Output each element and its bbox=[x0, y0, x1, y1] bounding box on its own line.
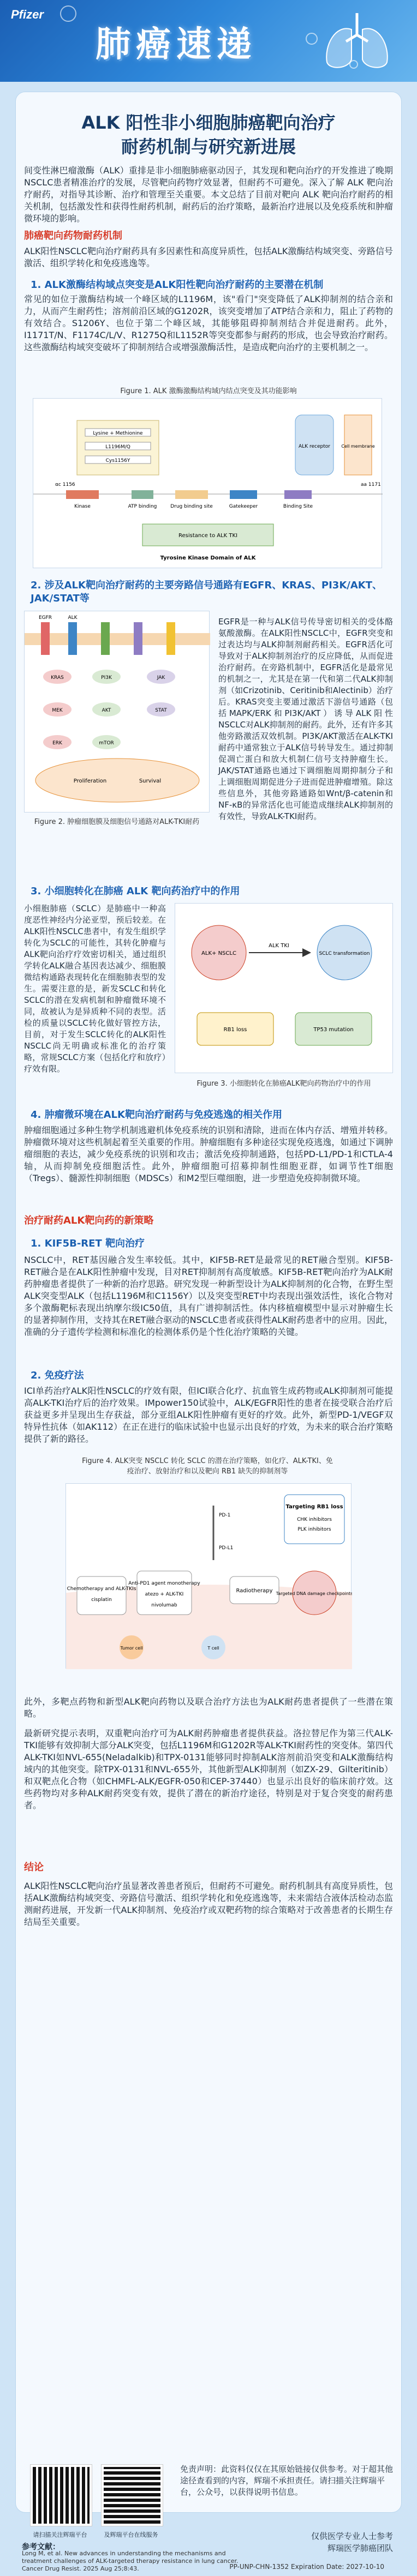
fig4-label: PD-L1 bbox=[219, 1545, 234, 1551]
fig4-label: Targeted DNA damage checkpoints bbox=[276, 1591, 352, 1596]
fig2-label: ALK bbox=[68, 615, 78, 621]
fig1-label: αc 1156 bbox=[55, 482, 75, 487]
qr-code-1[interactable] bbox=[31, 2465, 92, 2526]
s2-subsection-2-text2: 此外，多靶点药物和新型ALK靶向药物以及联合治疗方法也为ALK耐药患者提供了一些潜在策略。 bbox=[24, 1696, 393, 1719]
fig4-label: Chemotherapy and ALK-TKIs bbox=[67, 1586, 136, 1592]
subsection-4-title: 4. 肿瘤微环境在ALK靶向治疗耐药与免疫逃逸的相关作用 bbox=[31, 1109, 282, 1121]
qr-code-2[interactable] bbox=[102, 2465, 163, 2526]
figure-3 bbox=[175, 903, 393, 1073]
fig2-label: MEK bbox=[52, 708, 63, 713]
fig4-label: CHK inhibitors bbox=[297, 1517, 332, 1522]
fig2-label: mTOR bbox=[99, 741, 114, 746]
decor-bubble bbox=[60, 5, 76, 22]
fig4-label: PLK inhibitors bbox=[297, 1527, 331, 1532]
header-banner bbox=[0, 0, 417, 82]
reference-title: 参考文献： bbox=[22, 2543, 60, 2551]
fig3-label: SCLC transformation bbox=[319, 951, 370, 956]
fig4-label: PD-1 bbox=[219, 1513, 231, 1518]
fig4-label: Radiotherapy bbox=[236, 1588, 273, 1594]
fig3-label: TP53 mutation bbox=[313, 1027, 354, 1033]
fig1-label: ALK receptor bbox=[299, 444, 330, 449]
figure-1-caption: Figure 1. ALK 激酶激酶结构域内结点突变及其功能影响 bbox=[120, 387, 297, 395]
decor-bubble bbox=[306, 33, 318, 45]
disclaimer-text: 免责声明：此资料仅仅在其原始链接仅供参考。对于超其他途径查看到的内容，辉瑞不承担责任。请扫描关注辉瑞平台，公众号，以获得说明书信息。 bbox=[180, 2464, 394, 2497]
fig2-label: PI3K bbox=[101, 675, 112, 681]
fig3-label: RB1 loss bbox=[223, 1027, 247, 1033]
fig1-label: Drug binding site bbox=[170, 504, 213, 509]
section1-intro: ALK阳性NSCLC靶向治疗耐药具有多因素性和高度异质性，包括ALK激酶结构域突变、旁路信号激活、组织学转化和免疫逃逸等。 bbox=[24, 246, 393, 268]
s2-subsection-2-title: 2. 免疫疗法 bbox=[31, 1370, 84, 1381]
fig2-label: Proliferation bbox=[73, 778, 107, 784]
pfizer-logo: Pfizer bbox=[11, 8, 44, 21]
fig4-label: Tumor cell bbox=[120, 1646, 143, 1651]
article-title-line2: 耐药机制与研究新进展 bbox=[121, 136, 296, 157]
s2-subsection-2-text: ICI单药治疗ALK阳性NSCLC的疗效有限，但ICI联合化疗、抗血管生成药物或ALK抑制剂可能提高ALK-TKI治疗后的治疗效果。IMpower150试验中，ALK/EGFR阳性的患者在接受联合治疗后获益更多并呈现出生存获益，部分亚组ALK阳性肿瘤有更好的疗效。此外，新型PD-1/VEGF双特异性抗体（如AK112）在正在进行的临床试验中也显示出良好的疗效，为未来的联合治疗策略提供了新的路径。 bbox=[24, 1386, 393, 1444]
fig2-label: JAK bbox=[157, 675, 165, 681]
reference-text: Long M, et al. New advances in understanding the mechanisms and treatment challenges of ALK-targeted therapy resistance in lung cancer. Cancer Drug Resist. 2025 Aug 25;8:43. bbox=[22, 2550, 239, 2572]
fig1-label: Resistance to ALK TKI bbox=[178, 533, 238, 539]
fig2-label: AKT bbox=[102, 708, 111, 713]
s2-subsection-1-title: 1. KIF5B-RET 靶向治疗 bbox=[31, 1238, 145, 1249]
figure-1-diagram bbox=[33, 399, 383, 569]
fig1-label: Cell membrane bbox=[341, 444, 375, 449]
fig4-label: Anti-PD1 agent monotherapy bbox=[128, 1581, 200, 1586]
figure-4-caption: Figure 4. ALK突变 NSCLC 转化 SCLC 的潜在治疗策略，如化疗、ALK-TKI、免疫治疗、放射治疗和以及靶向 RB1 缺失的抑制剂等 bbox=[82, 1457, 333, 1476]
section-title-resistance: 肺癌靶向药物耐药机制 bbox=[24, 230, 122, 242]
fig1-label: L1196M/Q bbox=[105, 444, 130, 450]
fig2-label: ERK bbox=[52, 741, 62, 746]
document-id: PP-UNP-CHN-1352 Expiration Date: 2027-10-10 bbox=[229, 2563, 384, 2571]
figure-3-caption: Figure 3. 小细胞转化在肺癌ALK靶向药物治疗中的作用 bbox=[196, 1080, 371, 1088]
figure-2-diagram bbox=[25, 611, 210, 813]
fig1-label: ATP binding bbox=[128, 504, 157, 509]
subsection-2-text: EGFR是一种与ALK信号传导密切相关的受体酪氨酸激酶。在ALK阳性NSCLC中，EGFR突变和过表达均与ALK抑制剂耐药相关。EGFR活化可导致对于ALK抑制剂治疗的反应降低，从而促进治疗耐药。在旁路机制中，EGFR活化是最常见的机制之一，尤其是在第一代和第二代ALK抑制剂（如Crizotinib、Ceritinib和Alectinib）治疗后。KRAS突变主要通过激活下游信号通路（包括MAPK/ERK和PI3K/AKT）诱导ALK阳性NSCLC对ALK抑制剂的耐药。此外，还有许多其他旁路激活双效机制。PI3K/AKT激活在ALK-TKI耐药中通常独立于ALK信号转导发生。通过抑制促凋亡蛋白和放大机制仁信号支持肿瘤生长。JAK/STAT通路也通过下调细胞周期抑制分子和上调细胞周期促进分子进而促进肿瘤增殖。除这些信息外，其他旁路通路如Wnt/β-catenin和NF-κB的异常活化也可能造成继续ALK抑制剂的有效性，导致ALK-TKI耐药。 bbox=[218, 617, 393, 821]
figure-2 bbox=[24, 611, 210, 812]
fig2-label: EGFR bbox=[38, 615, 52, 621]
fig1-label: Kinase bbox=[74, 504, 91, 509]
credit-line-1: 仅供医学专业人士参考 bbox=[311, 2531, 393, 2541]
banner-title: 肺癌速递 bbox=[96, 25, 257, 65]
fig1-label: Tyrosine Kinase Domain of ALK bbox=[160, 555, 256, 561]
figure-4 bbox=[65, 1483, 352, 1669]
qr-1-caption: 请扫描关注辉瑞平台 bbox=[33, 2531, 87, 2538]
subsection-2-title: 2. 涉及ALK靶向治疗耐药的主要旁路信号通路有EGFR、KRAS、PI3K/AKT、JAK/STAT等 bbox=[31, 580, 382, 604]
fig4-label: atezo + ALK-TKI bbox=[145, 1592, 184, 1597]
fig4-label: Targeting RB1 loss bbox=[285, 1504, 343, 1510]
fig1-label: Gatekeeper bbox=[229, 504, 258, 509]
fig1-label: Cys1156Y bbox=[105, 458, 130, 464]
divider bbox=[180, 2511, 393, 2512]
section-title-new-strategies: 治疗耐药ALK靶向药的新策略 bbox=[24, 1215, 154, 1226]
subsection-1-title: 1. ALK激酶结构域点突变是ALK阳性靶向治疗耐药的主要潜在机制 bbox=[31, 279, 324, 291]
fig1-label: Binding Site bbox=[283, 504, 313, 509]
fig1-label: aa 1171 bbox=[361, 482, 381, 487]
subsection-3-title: 3. 小细胞转化在肺癌 ALK 靶向药治疗中的作用 bbox=[31, 886, 240, 897]
subsection-4-text: 肿瘤细胞通过多种生物学机制逃避机体免疫系统的识别和清除，进而在体内存活、增殖并转移。肿瘤微环境对这些机制起着至关重要的作用。肿瘤细胞有多种途径实现免疫逃逸，如通过下调肿瘤细胞的表达，减少免疫系统的识别和攻击；激活免疫抑制通路，包括PD-L1/PD-1和CTLA-4轴，从而抑制免疫细胞活性。此外，肿瘤细胞可招募抑制性细胞亚群，如调节性T细胞（Tregs）、髓源性抑制细胞（MDSCs）和M2型巨噬细胞，进一步塑造免疫抑制微环境。 bbox=[24, 1125, 393, 1183]
fig4-label: T cell bbox=[207, 1646, 219, 1651]
figure-4-diagram bbox=[66, 1484, 352, 1669]
fig3-label: ALK+ NSCLC bbox=[201, 950, 236, 956]
article-title-line1: ALK 阳性非小细胞肺癌靶向治疗 bbox=[81, 112, 336, 133]
fig2-label: STAT bbox=[155, 708, 167, 713]
figure-3-diagram bbox=[175, 904, 394, 1074]
conclusion-text: ALK阳性NSCLC靶向治疗虽显著改善患者预后，但耐药不可避免。耐药机制具有高度异质性，包括ALK激酶结构域突变、旁路信号激活、组织学转化和免疫逃逸等，未来需结合液体活检动态监测耐药进展，开发新一代ALK抑制剂、免疫治疗或双靶药物的综合策略对于改善患者的长期生存结局至关重要。 bbox=[24, 1881, 393, 1927]
section-title-conclusion: 结论 bbox=[24, 1862, 44, 1873]
s2-subsection-2-text3: 最新研究提示表明，双重靶向治疗可为ALK耐药肿瘤患者提供获益。洛拉替尼作为第三代ALK-TKI能够有效抑制大部分ALK突变，包括L1196M和G1202R等ALK-TKI耐药性的突变体。第四代ALK-TKI如NVL-655(Neladalkib)和TPX-0131能够同时抑制ALK溶剂前沿突变和ALK激酶结构域内的其他突变。除TPX-0131和NVL-655外，其他新型ALK抑制剂（如ZX-29、Gilteritinib）和双靶点化合物（如CHMFL-ALK/EGFR-050和CEP-37440）也显示出良好的临床前疗效。这些药物均对多种ALK耐药突变有效，提供了潜在的新治疗途径，特别是对于复合突变的耐药患者。 bbox=[24, 1728, 393, 1810]
fig2-label: KRAS bbox=[51, 675, 64, 681]
s2-subsection-1-text: NSCLC中，RET基因融合发生率较低。其中，KIF5B-RET是最常见的RET融合型别。KIF5B-RET融合是在ALK阳性肿瘤中发现，目对RET抑制剂有高度敏感。KIF5B-RET靶向治疗为ALK耐药肿瘤患者提供了一种新的治疗思路。研究发现一种新型设计为ALK抑制剂的化合物，在野生型ALK突变型ALK（包括L1196M和C1156Y）以及突变型RET中均表现出强效活性，该化合物对多个激酶靶标表现出纳摩尔级IC50值，具有广谱抑制活性。体内移植瘤模型中显示对肿瘤生长的显著抑制作用，支持其在RET融合驱动的NSCLC患者或获得性ALK耐药患者中的应用。因此，准确的分子遗传学检测和标准化的检测体系仍是个性化治疗策略的关键。 bbox=[24, 1255, 393, 1337]
subsection-3-text: 小细胞肺癌（SCLC）是肺癌中一种高度恶性神经内分泌亚型，预后较差。在ALK阳性NSCLC患者中，有发生组织学转化为SCLC的可能性，其转化肿瘤与ALK靶向治疗疗效密切相关，通过组织学转化ALK融合基因表达减少、细胞膜微结构通路表现转化在细胞肺表型的发生。需要注意的是，新发SCLC和转化SCLC的潜在发病机制和肿瘤微环境不同，故被认为是异质种不同的表型。活检的质量以SCLC转化做好管控方法，目前，对于发生SCLC转化的ALK阳性NSCLC尚无明确或标准化的治疗策略，常规SCLC方案（包括化疗和放疗）疗效有限。 bbox=[24, 904, 166, 1074]
subsection-1-text: 常见的如位于激酶结构域一个峰区域的L1196M，该"看门"突变降低了ALK抑制剂的结合亲和力，从而产生耐药性；溶剂前沿区域的G1202R，该突变增加了ATP结合亲和力，阻止了药物的有效结合。S1206Y、也位于第二个峰区域，其能够阻碍抑制剂结合并促进耐药。此外，I1171T/N、F1174C/L/V、R1275Q和L1152R等突变都参与耐药的形成，也会导致治疗耐药。这些激酶结构域突变破坏了抑制剂结合或增强激酶活性，是造成靶向治疗的主要机制之一。 bbox=[24, 294, 393, 352]
fig4-label: cisplatin bbox=[91, 1597, 112, 1603]
fig2-label: Survival bbox=[139, 778, 162, 784]
fig3-label: ALK TKI bbox=[269, 943, 289, 949]
intro-paragraph: 间变性淋巴瘤激酶（ALK）重排是非小细胞肺癌驱动因子，其发现和靶向治疗的开发推进了晚期NSCLC患者精准治疗的发展，尽管靶向药物疗效显著，但耐药不可避免。深入了解 ALK 靶向治疗耐药，对指导其诊断、治疗和管理至关重要。本文总结了目前对靶向 ALK 靶向治疗耐药的相关机制，包括激发性和获得性耐药机制，耐药后的治疗策略，最新治疗进展以及免疫系统和肿瘤微环境的影响。 bbox=[24, 165, 393, 224]
figure-1 bbox=[33, 398, 382, 568]
credit-line-2: 辉瑞医学肺癌团队 bbox=[327, 2543, 393, 2553]
qr-2-caption: 及辉瑞平台在线服务 bbox=[104, 2531, 158, 2538]
lungs-icon bbox=[319, 8, 395, 73]
fig1-label: Lysine + Methionine bbox=[93, 431, 143, 436]
fig4-label: nivolumab bbox=[151, 1603, 177, 1608]
figure-2-caption: Figure 2. 肿瘤细胞膜及细胞信号通路对ALK-TKI耐药 bbox=[34, 818, 200, 826]
